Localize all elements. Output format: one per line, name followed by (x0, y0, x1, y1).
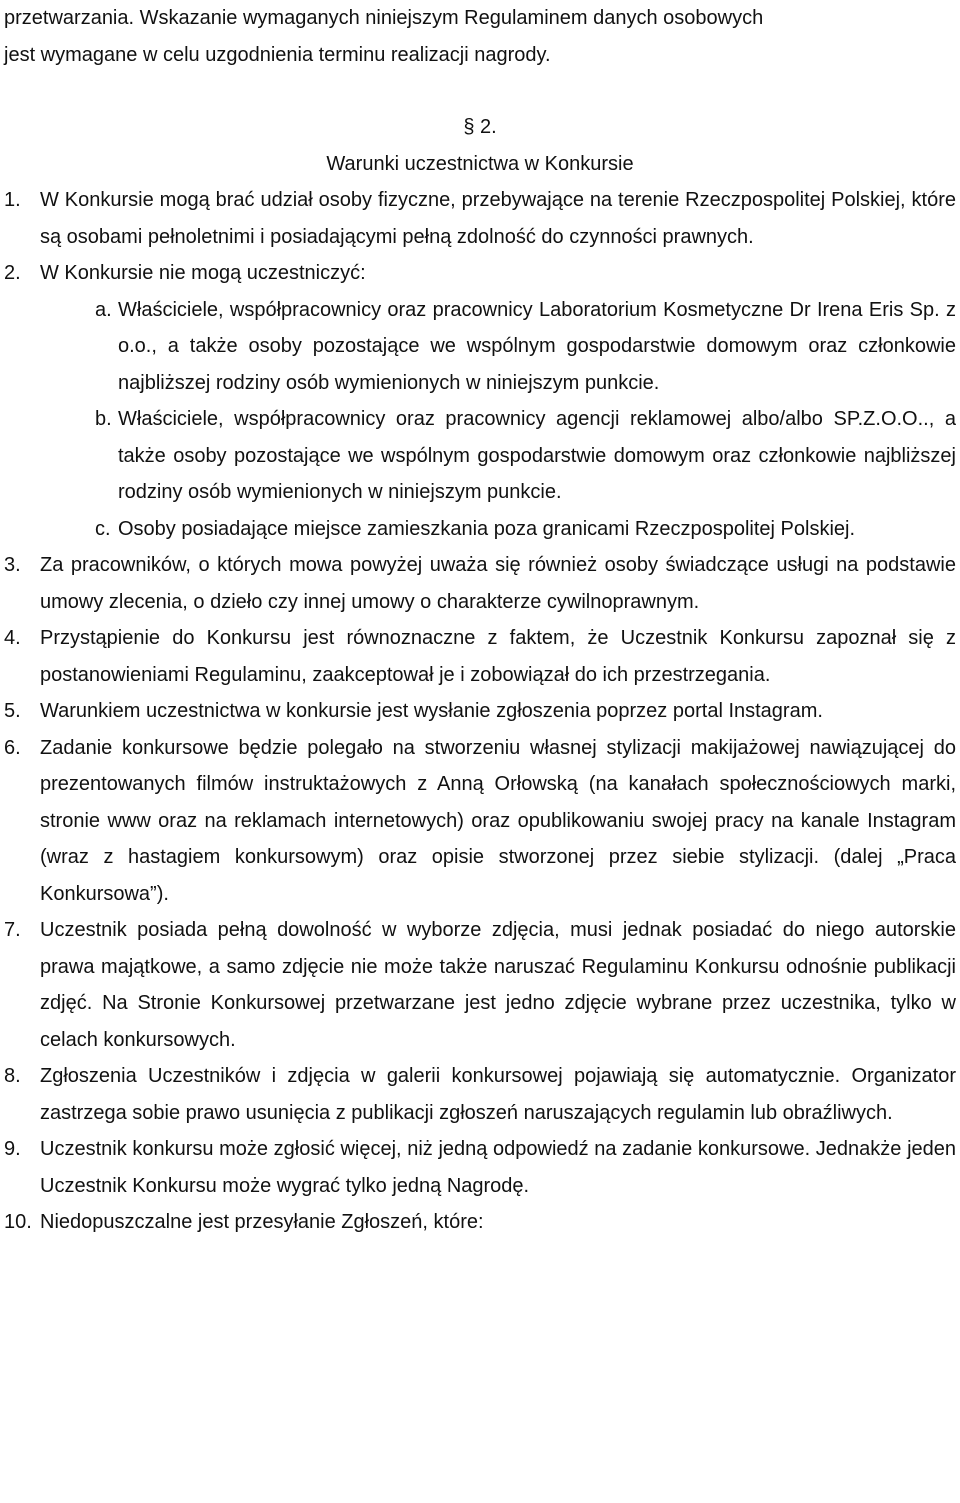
sub-list-item (4, 292, 956, 402)
item-number: 3. (4, 554, 21, 576)
section-title: Warunki uczestnictwa w Konkursie (326, 152, 634, 175)
list-item (4, 547, 956, 620)
item-number: 9. (4, 1138, 21, 1160)
item-text: Zgłoszenia Uczestników i zdjęcia w galerii konkursowej pojawiają się automatycznie. Organizator zastrzega sobie prawo usunięcia z publikacji zgłoszeń naruszających regulamin lub obraźliwych. (40, 1065, 956, 1124)
item-number: 10. (4, 1211, 32, 1233)
sub-item-text: Właściciele, współpracownicy oraz pracownicy Laboratorium Kosmetyczne Dr Irena Eris Sp. z o.o., a także osoby pozostające we wspólnym gospodarstwie domowym oraz członkowie najbliższej rodziny osób wymienionych w niniejszym punkcie. (118, 298, 956, 394)
list-item (4, 182, 956, 255)
item-text: Przystąpienie do Konkursu jest równoznaczne z faktem, że Uczestnik Konkursu zapoznał się z postanowieniami Regulaminu, zaakceptował je i zobowiązał do ich przestrzegania. (40, 627, 956, 686)
section-number: § 2. (463, 116, 497, 138)
item-number: 8. (4, 1065, 21, 1087)
intro-line: jest wymagane w celu uzgodnienia terminu realizacji nagrody. (4, 43, 551, 66)
item-text: W Konkursie mogą brać udział osoby fizyczne, przebywające na terenie Rzeczpospolitej Polskiej, które są osobami pełnoletnimi i posiadającymi pełną zdolność do czynności prawnych. (40, 189, 956, 248)
list-item (4, 912, 956, 1058)
list-item (4, 693, 956, 730)
sub-list-item (4, 511, 956, 548)
list-item (4, 1131, 956, 1204)
item-number: 7. (4, 919, 21, 941)
sub-item-letter: a. (95, 298, 112, 321)
item-number: 1. (4, 189, 21, 211)
list-item (4, 1204, 956, 1241)
sub-item-letter: c. (95, 517, 111, 540)
item-text: Uczestnik konkursu może zgłosić więcej, niż jedną odpowiedź na zadanie konkursowe. Jednakże jeden Uczestnik Konkursu może wygrać tylko jedną Nagrodę. (40, 1138, 956, 1197)
item-text: Zadanie konkursowe będzie polegało na stworzeniu własnej stylizacji makijażowej nawiązującej do prezentowanych filmów instruktażowych z Anną Orłowską (na kanałach społecznościowych marki, stronie www oraz na reklamach internetowych) oraz opublikowaniu swojej pracy na kanale Instagram (wraz z hastagiem konkursowym) oraz opisie stworzonej przez siebie stylizacji. (dalej „Praca Konkursowa”). (40, 736, 956, 905)
list-item (4, 255, 956, 292)
item-text: Niedopuszczalne jest przesyłanie Zgłoszeń, które: (40, 1211, 484, 1233)
list-item (4, 620, 956, 693)
item-text: Za pracowników, o których mowa powyżej uważa się również osoby świadczące usługi na podstawie umowy zlecenia, o dzieło czy innej umowy o charakterze cywilnoprawnym. (40, 554, 956, 613)
intro-paragraph (4, 0, 956, 73)
list-item (4, 1058, 956, 1131)
intro-line: przetwarzania. Wskazanie wymaganych niniejszym Regulaminem danych osobowych (4, 7, 764, 29)
item-number: 2. (4, 262, 21, 284)
item-text: Uczestnik posiada pełną dowolność w wyborze zdjęcia, musi jednak posiadać do niego autorskie prawa majątkowe, a samo zdjęcie nie może także naruszać Regulaminu Konkursu odnośnie publikacji zdjęć. Na Stronie Konkursowej przetwarzane jest jedno zdjęcie wybrane przez uczestnika, tylko w celach konkursowych. (40, 919, 956, 1051)
section-heading (4, 109, 956, 182)
item-number: 5. (4, 700, 21, 722)
item-number: 6. (4, 736, 21, 759)
list-item (4, 730, 956, 913)
sub-item-text: Właściciele, współpracownicy oraz pracownicy agencji reklamowej albo/albo SP.Z.O.O.., a także osoby pozostające we wspólnym gospodarstwie domowym oraz członkowie najbliższej rodziny osób wymienionych w niniejszym punkcie. (118, 408, 956, 503)
item-text: W Konkursie nie mogą uczestniczyć: (40, 262, 366, 284)
item-number: 4. (4, 627, 21, 649)
sub-item-letter: b. (95, 408, 112, 430)
item-text: Warunkiem uczestnictwa w konkursie jest wysłanie zgłoszenia poprzez portal Instagram. (40, 700, 823, 722)
sub-list-item (4, 401, 956, 511)
sub-item-text: Osoby posiadające miejsce zamieszkania poza granicami Rzeczpospolitej Polskiej. (118, 517, 856, 540)
